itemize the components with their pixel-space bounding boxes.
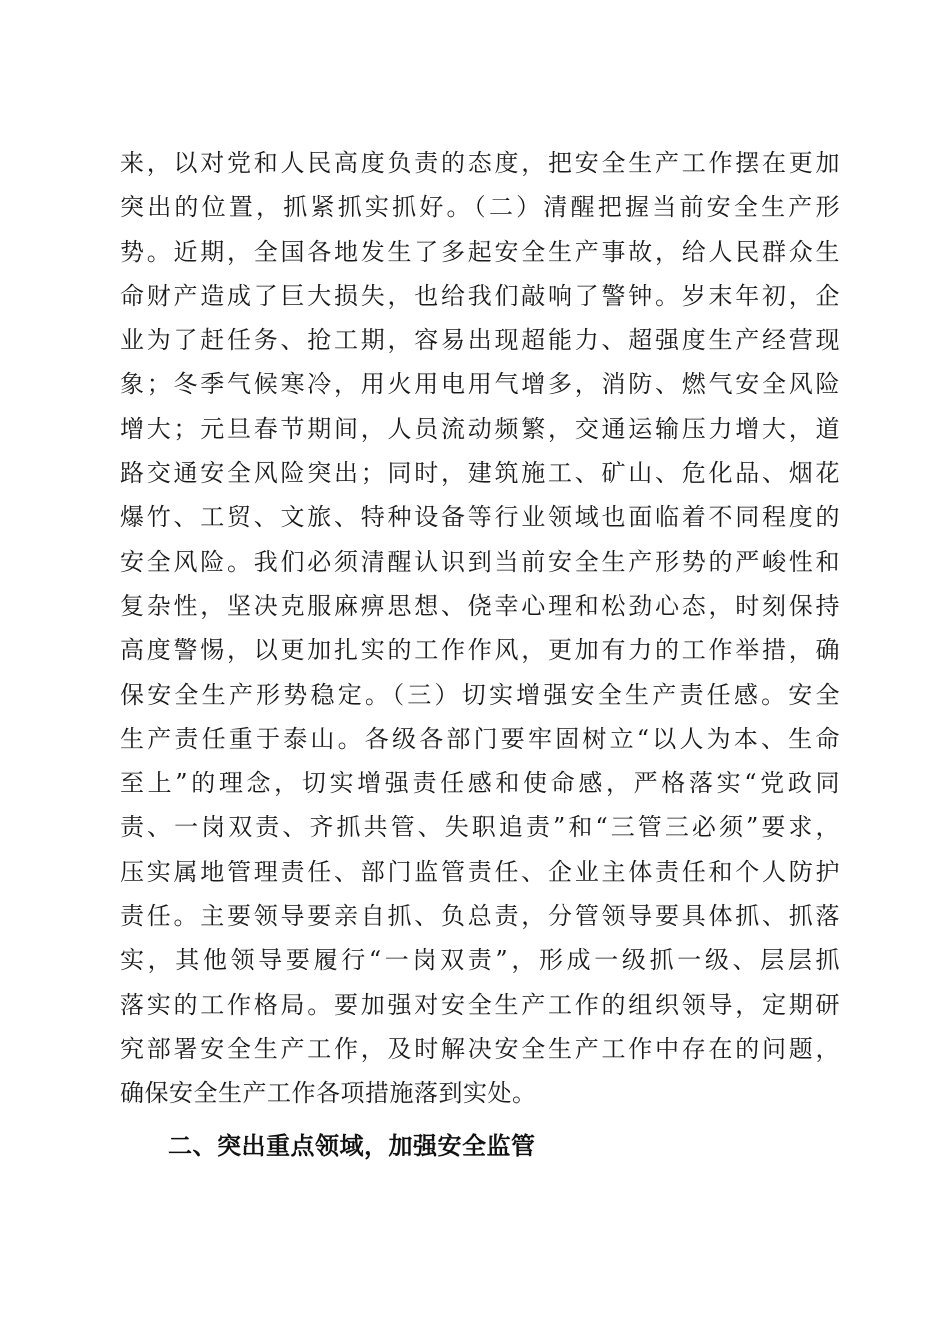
section-heading: 二、突出重点领域，加强安全监管 (168, 1132, 536, 1160)
body-paragraph (120, 141, 840, 1116)
paragraph-line: 落实的工作格局。要加强对安全生产工作的组织领导，定期研 (120, 990, 840, 1019)
paragraph-line: 生产责任重于泰山。各级各部门要牢固树立“以人为本、生命 (120, 724, 840, 753)
paragraph-line: 安全风险。我们必须清醒认识到当前安全生产形势的严峻性和 (120, 547, 840, 576)
paragraph-line: 压实属地管理责任、部门监管责任、企业主体责任和个人防护 (120, 857, 840, 886)
paragraph-line: 势。近期，全国各地发生了多起安全生产事故，给人民群众生 (120, 237, 840, 266)
paragraph-line: 命财产造成了巨大损失，也给我们敲响了警钟。岁末年初，企 (120, 281, 840, 310)
paragraph-line: 究部署安全生产工作，及时解决安全生产工作中存在的问题， (120, 1034, 840, 1063)
paragraph-line: 突出的位置，抓紧抓实抓好。（二）清醒把握当前安全生产形 (120, 193, 840, 222)
paragraph-line: 来，以对党和人民高度负责的态度，把安全生产工作摆在更加 (120, 149, 840, 177)
paragraph-line: 业为了赶任务、抢工期，容易出现超能力、超强度生产经营现 (120, 326, 840, 355)
paragraph-line: 复杂性，坚决克服麻痹思想、侥幸心理和松劲心态，时刻保持 (120, 591, 840, 620)
paragraph-line: 象；冬季气候寒冷，用火用电用气增多，消防、燃气安全风险 (120, 370, 840, 399)
paragraph-line: 高度警惕，以更加扎实的工作作风，更加有力的工作举措，确 (120, 636, 840, 665)
paragraph-line: 保安全生产形势稳定。（三）切实增强安全生产责任感。安全 (120, 680, 840, 709)
paragraph-line: 路交通安全风险突出；同时，建筑施工、矿山、危化品、烟花 (120, 459, 840, 488)
paragraph-line: 至上”的理念，切实增强责任感和使命感，严格落实“党政同 (120, 769, 840, 798)
paragraph-line: 责任。主要领导要亲自抓、负总责，分管领导要具体抓、抓落 (120, 902, 840, 931)
paragraph-line: 实，其他领导要履行“一岗双责”，形成一级抓一级、层层抓 (120, 946, 840, 975)
paragraph-line: 增大；元旦春节期间，人员流动频繁，交通运输压力增大，道 (120, 414, 840, 443)
paragraph-line: 爆竹、工贸、文旅、特种设备等行业领域也面临着不同程度的 (120, 503, 840, 532)
paragraph-line: 责、一岗双责、齐抓共管、失职追责”和“三管三必须”要求， (120, 813, 840, 842)
paragraph-line-last: 确保安全生产工作各项措施落到实处。 (120, 1079, 537, 1108)
